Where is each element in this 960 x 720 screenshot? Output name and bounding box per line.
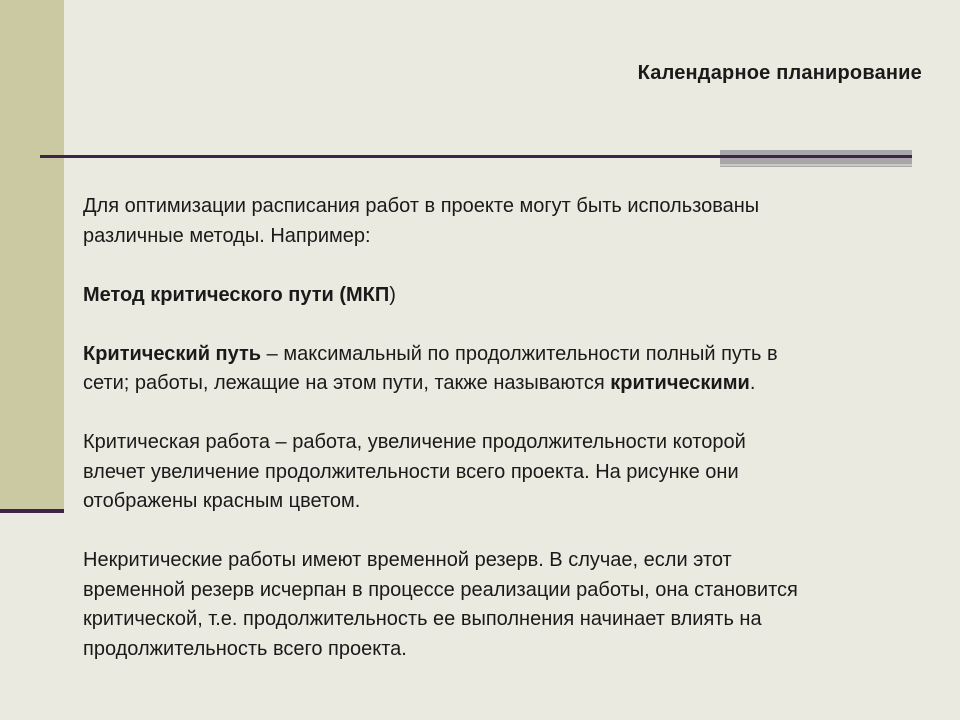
noncritical-line-3: критической, т.е. продолжительность ее выполнения начинает влиять на [83,608,762,630]
definition-line-1 [83,340,943,370]
definition-end: . [749,372,756,394]
critical-work-line-3: отображены красным цветом. [83,490,361,512]
intro-line-2: различные методы. Например: [83,224,371,247]
critical-work-line-1: Критическая работа – работа, увеличение продолжительности которой [83,431,746,453]
method-name: Метод критического пути (МКП [83,283,390,306]
definition-term: Критический путь [83,342,262,365]
left-decor-bar [0,0,64,512]
intro-line-1: Для оптимизации расписания работ в проекте могут быть использованы [83,195,760,217]
noncritical-line-2: временной резерв исчерпан в процессе реализации работы, она становится [83,578,798,601]
method-paren: ) [389,283,396,306]
definition-term-2: критическими [610,372,750,394]
slide-title: Календарное планирование [637,62,922,84]
definition-line-2 [83,369,943,399]
noncritical-line-1: Некритические работы имеют временной резерв. В случае, если этот [83,549,732,571]
title-accent-bar [720,150,912,167]
noncritical-line-4: продолжительность всего проекта. [83,637,407,660]
title-accent-line [720,155,912,158]
definition-text-1: – максимальный по продолжительности полный путь в [261,342,778,365]
left-decor-rule [0,509,64,513]
method-heading [83,281,943,311]
critical-work-line-2: влечет увеличение продолжительности всего проекта. На рисунке они [83,460,739,483]
slide-body [83,192,943,664]
definition-text-2: сети; работы, лежащие на этом пути, также называются [83,372,611,394]
